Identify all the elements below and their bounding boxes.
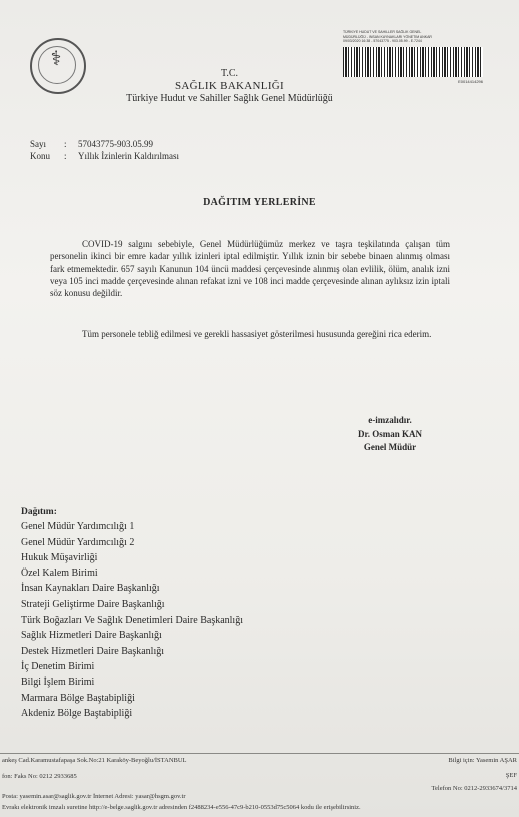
list-item: Özel Kalem Birimi: [21, 567, 98, 579]
header-ministry: SAĞLIK BAKANLIĞI: [175, 80, 284, 92]
distribution-heading: Dağıtım:: [21, 507, 57, 517]
signature-title: Genel Müdür: [363, 442, 417, 452]
list-item: Akdeniz Bölge Baştabipliği: [21, 708, 133, 720]
footer-info-role: ŞEF: [505, 772, 517, 779]
barcode-line: 09/03/2020 16:38 - 57043775 - 903.05.99 - E.7244: [343, 39, 422, 43]
reference-number: [30, 139, 153, 149]
list-item: Genel Müdür Yardımcılığı 1: [21, 521, 135, 532]
signature-status: e-imzalıdır.: [368, 415, 412, 425]
konu-colon: :: [64, 151, 67, 161]
konu-label: Konu: [30, 151, 50, 161]
list-item: Marmara Bölge Baştabipliği: [21, 692, 135, 704]
caduceus-icon: ⚕: [50, 48, 62, 70]
footer-info-contact: Bilgi için: Yasemin AŞAR: [448, 757, 517, 764]
footer-phone: Telefon No: 0212-2933674/3714: [431, 785, 517, 792]
sayi-label: Sayı: [30, 139, 47, 149]
sayi-colon: :: [64, 139, 67, 149]
list-item: Sağlık Hizmetleri Daire Başkanlığı: [21, 630, 162, 642]
barcode-number: E0014414296: [458, 78, 483, 84]
list-item: İnsan Kaynakları Daire Başkanlığı: [21, 583, 160, 595]
footer-fax: fon: Faks No: 0212 2933685: [2, 773, 77, 780]
sayi-value: 57043775-903.05.99: [78, 139, 153, 149]
header-directorate: Türkiye Hudut ve Sahiller Sağlık Genel Müdürlüğü: [126, 93, 333, 104]
list-item: Bilgi İşlem Birimi: [21, 676, 95, 688]
body-paragraph-2: Tüm personele tebliğ edilmesi ve gerekli hassasiyet gösterilmesi hususunda gereğini rica ederim.: [82, 329, 432, 339]
footer-address: ankeş Cad.Karamustafapaşa Sok.No:21 Karaköy-Beyoğlu/İSTANBUL: [2, 757, 187, 764]
list-item: Türk Boğazları Ve Sağlık Denetimleri Daire Başkanlığı: [21, 614, 243, 626]
footer-verification-link[interactable]: Evrakı elektronik imzalı suretine http://e-belge.saglik.gov.tr adresinden f2488234-e556-47c9-b210-0553d75c5064 kodu ile erişebilirsiniz.: [2, 804, 361, 811]
barcode-line: MÜDÜRLÜĞÜ - İNSAN KAYNAKLARI YÖNETİM ANKAR: [343, 34, 432, 39]
barcode-line: TÜRKİYE HUDUT VE SAHİLLER SAĞLIK GENEL: [343, 30, 422, 34]
list-item: Destek Hizmetleri Daire Başkanlığı: [21, 645, 165, 657]
signature-name: Dr. Osman KAN: [358, 429, 422, 439]
addressee-heading: DAĞITIM YERLERİNE: [203, 197, 316, 208]
footer-divider: [0, 753, 519, 754]
list-item: Hukuk Müşavirliği: [21, 552, 98, 564]
distribution-list: [21, 519, 243, 722]
konu-value: Yıllık İzinlerin Kaldırılması: [78, 151, 179, 161]
header-tc: T.C.: [220, 68, 239, 79]
footer-email: Posta: yasemin.asar@saglik.gov.tr İnternet Adresi: yasar@hsgm.gov.tr: [2, 793, 186, 800]
list-item: İç Denetim Birimi: [21, 661, 95, 673]
list-item: Genel Müdür Yardımcılığı 2: [21, 536, 135, 548]
reference-subject: [30, 151, 179, 161]
body-paragraph-1: COVID-19 salgını sebebiyle, Genel Müdürlüğümüz merkez ve taşra teşkilatında çalışan tüm personelin ikinci bir emre kadar yıllık izinleri iptal edilmiştir. Yıllık iznin bir sebebe binaen alınmış olması fark etmemektedir. 657 sayılı Kanunun 104 üncü maddesi çerçevesinde alınmış olan evlilik, ölüm, analık izni veya 105 inci madde çerçevesinde alınan refakat izni ve 108 inci madde çerçevesinde alınan aylıksız izin iptali söz konusu değildir.: [50, 239, 450, 299]
list-item: Strateji Geliştirme Daire Başkanlığı: [21, 598, 165, 610]
